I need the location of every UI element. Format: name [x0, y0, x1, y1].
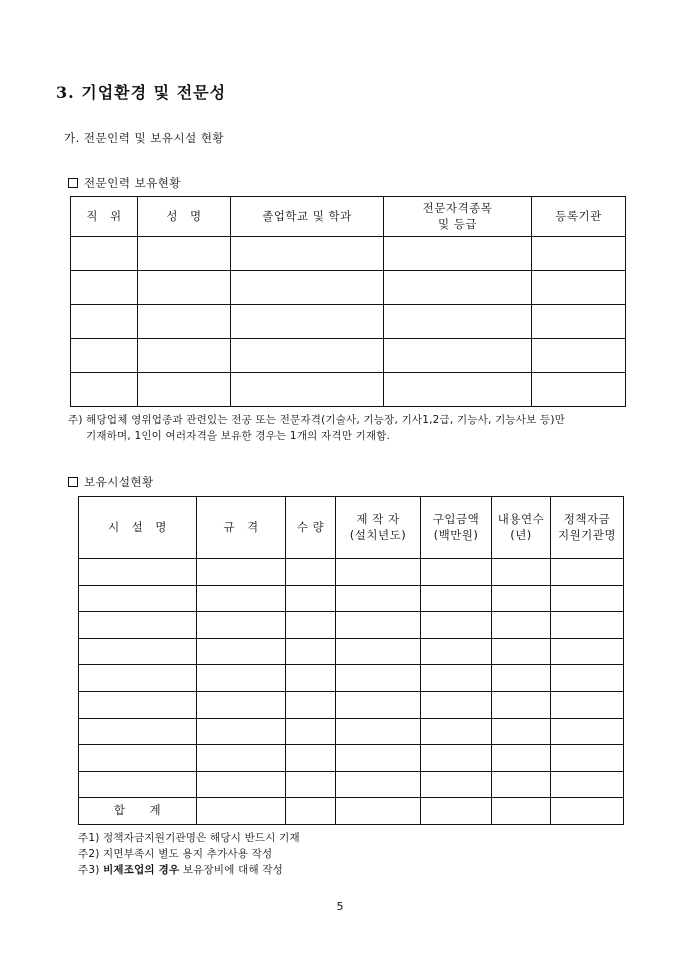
- col-name: 성 명: [138, 197, 231, 237]
- table-row: [79, 691, 624, 718]
- col-fund-agency-line1: 정책자금: [563, 511, 611, 526]
- col-qualification-line2: 및 등급: [438, 216, 477, 231]
- total-row: [79, 798, 624, 825]
- col-spec: 규 격: [197, 497, 286, 559]
- facilities-note-3-suffix: 보유장비에 대해 작성: [179, 864, 284, 876]
- facilities-table: [78, 496, 624, 825]
- col-price: [421, 497, 492, 559]
- col-price-line2: (백만원): [433, 527, 479, 542]
- facilities-header-row: [79, 497, 624, 559]
- total-label: 합 계: [79, 798, 197, 825]
- facilities-heading-label: 보유시설현황: [84, 475, 154, 489]
- subsection-title: 가. 전문인력 및 보유시설 현황: [64, 131, 225, 145]
- table-row: [71, 271, 626, 305]
- col-maker-line2: (설치년도): [349, 527, 407, 542]
- facilities-note-3-bold: 비제조업의 경우: [103, 864, 180, 876]
- col-qualification: [384, 197, 532, 237]
- col-qualification-line1: 전문자격종목: [422, 200, 493, 215]
- personnel-note: [68, 412, 648, 444]
- personnel-note-line2: 기재하며, 1인이 여러자격을 보유한 경우는 1개의 자격만 기재함.: [86, 430, 391, 442]
- facilities-note-3-prefix: 주3): [78, 864, 104, 876]
- personnel-table: [70, 196, 626, 407]
- col-position: 직 위: [71, 197, 138, 237]
- table-row: [79, 665, 624, 692]
- facilities-note-3: [78, 862, 638, 878]
- col-maker-line1: 제 작 자: [356, 511, 400, 526]
- col-quantity: 수 량: [286, 497, 336, 559]
- section-title: 3. 기업환경 및 전문성: [56, 83, 227, 102]
- personnel-heading-label: 전문인력 보유현황: [84, 176, 182, 190]
- table-row: [71, 237, 626, 271]
- personnel-heading: [68, 175, 181, 191]
- col-maker: [336, 497, 421, 559]
- personnel-note-line1: 주) 해당업체 영위업종과 관련있는 전공 또는 전문자격(기술사, 기능장, 기사1,2급, 기능사, 기능사보 등)만: [68, 414, 565, 426]
- col-school: 졸업학교 및 학과: [231, 197, 384, 237]
- facilities-heading: [68, 474, 154, 490]
- table-row: [79, 771, 624, 798]
- personnel-header-row: [71, 197, 626, 237]
- col-fund-agency: [551, 497, 624, 559]
- table-row: [79, 585, 624, 612]
- table-row: [79, 718, 624, 745]
- col-fund-agency-line2: 지원기관명: [557, 527, 617, 542]
- col-service-life: [492, 497, 551, 559]
- facilities-note-2: 주2) 지면부족시 별도 용지 추가사용 작성: [78, 848, 273, 860]
- table-row: [71, 339, 626, 373]
- checkbox-square-icon: [68, 178, 78, 188]
- col-registry: 등록기관: [532, 197, 626, 237]
- facilities-notes: [78, 830, 638, 878]
- checkbox-square-icon: [68, 477, 78, 487]
- table-row: [79, 559, 624, 586]
- table-row: [71, 373, 626, 407]
- page-number: 5: [336, 900, 344, 913]
- table-row: [79, 612, 624, 639]
- table-row: [71, 305, 626, 339]
- table-row: [79, 745, 624, 772]
- col-service-life-line2: (년): [510, 527, 532, 542]
- col-price-line1: 구입금액: [432, 511, 480, 526]
- col-service-life-line1: 내용연수: [497, 511, 545, 526]
- table-row: [79, 638, 624, 665]
- facilities-note-1: 주1) 정책자금지원기관명은 해당시 반드시 기재: [78, 832, 300, 844]
- col-facility-name: 시 설 명: [79, 497, 197, 559]
